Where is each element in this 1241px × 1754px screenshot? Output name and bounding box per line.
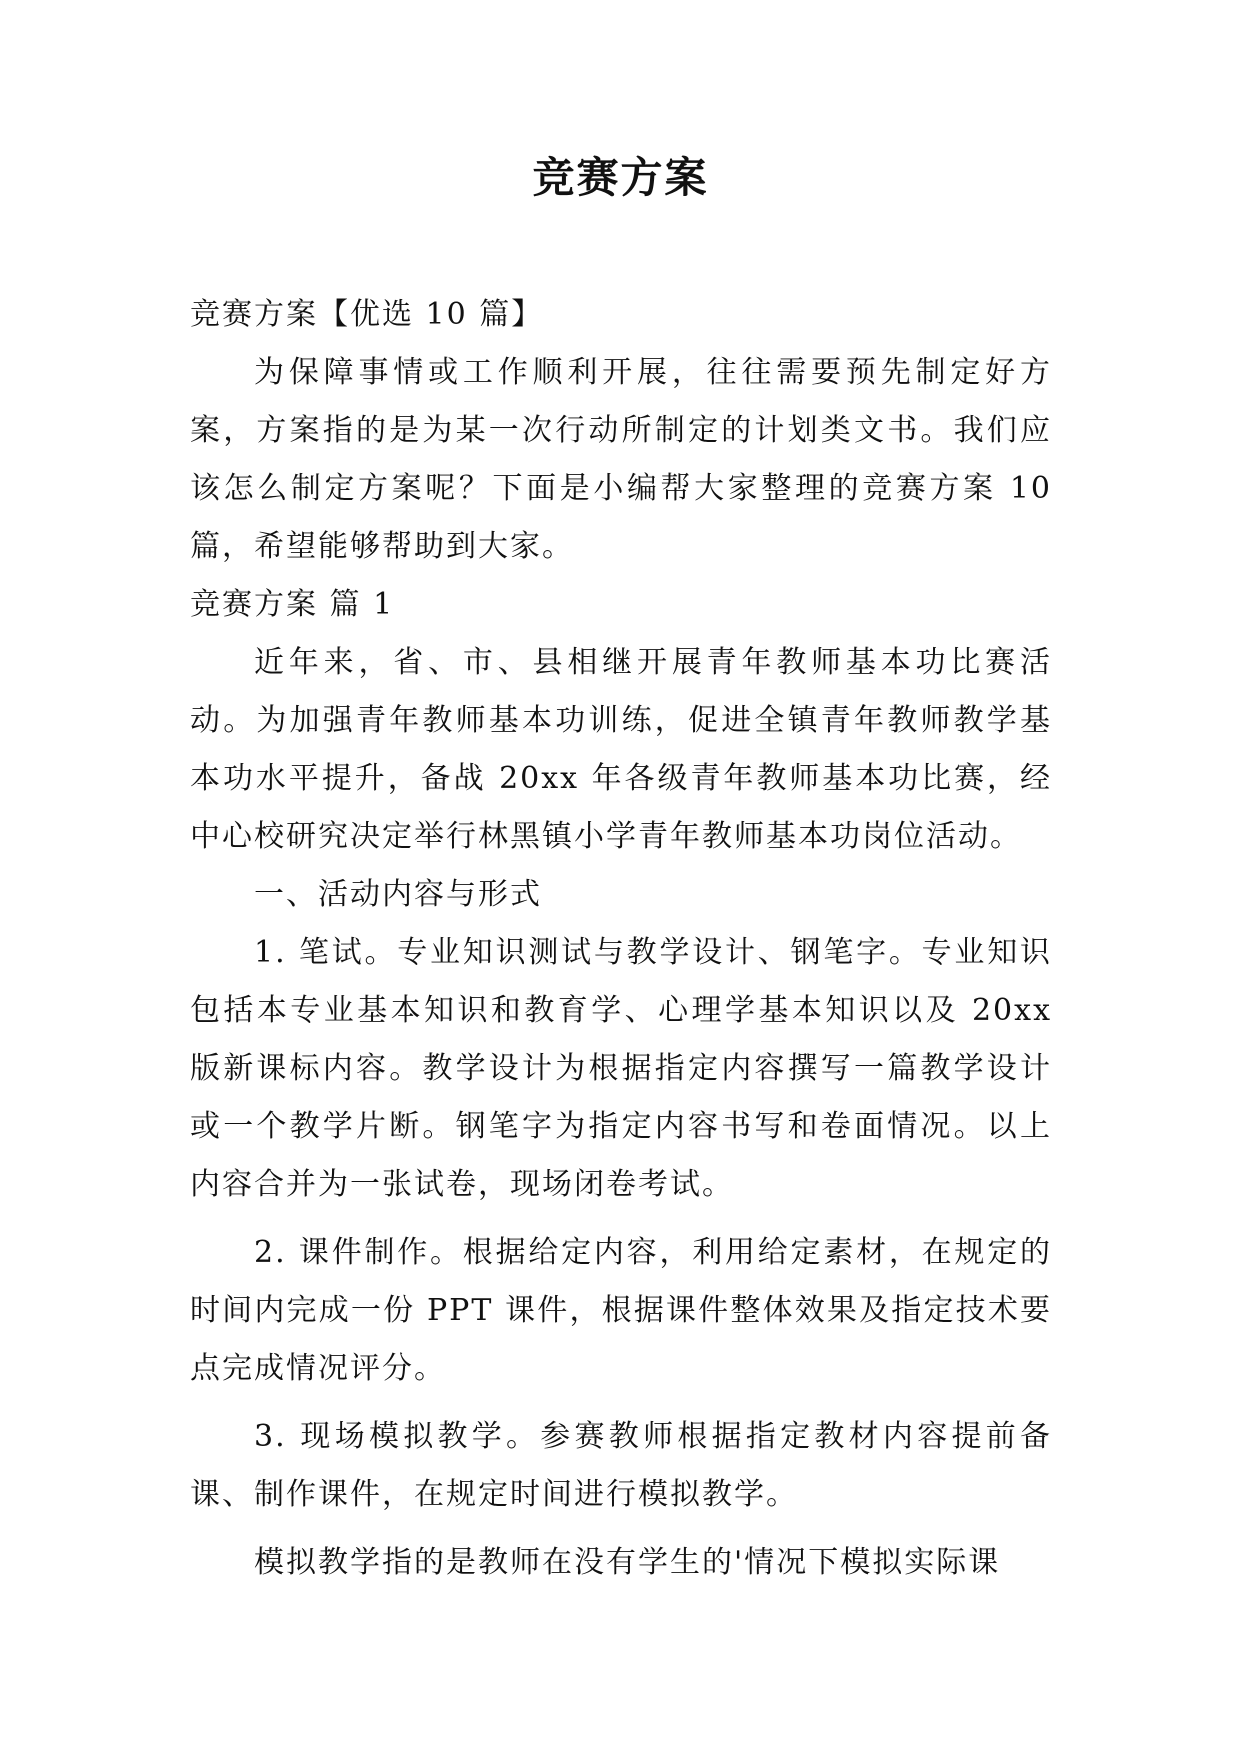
intro-paragraph: 为保障事情或工作顺利开展，往往需要预先制定好方案，方案指的是为某一次行动所制定的计划类文书。我们应该怎么制定方案呢？下面是小编帮大家整理的竞赛方案 10 篇，希望能够帮助到大家。 [190,355,1052,564]
document-title: 竞赛方案 [532,153,709,202]
background-paragraph: 近年来，省、市、县相继开展青年教师基本功比赛活动。为加强青年教师基本功训练，促进全镇青年教师教学基本功水平提升，备战 20xx 年各级青年教师基本功比赛，经中心校研究决定举行林黑镇小学青年教师基本功岗位活动。 [190,645,1052,854]
list-item-written-test: 1. 笔试。专业知识测试与教学设计、钢笔字。专业知识包括本专业基本知识和教育学、心理学基本知识以及 20xx 版新课标内容。教学设计为根据指定内容撰写一篇教学设计或一个教学片断。钢笔字为指定内容书写和卷面情况。以上内容合并为一张试卷，现场闭卷考试。 [190,935,1052,1202]
section-heading: 一、活动内容与形式 [254,877,542,912]
document-body [190,286,1052,1592]
mock-teaching-detail: 模拟教学指的是教师在没有学生的'情况下模拟实际课 [254,1545,1001,1580]
part-heading: 竞赛方案 篇 1 [190,587,395,622]
list-item-mock-teaching: 3. 现场模拟教学。参赛教师根据指定教材内容提前备课、制作课件，在规定时间进行模拟教学。 [190,1419,1052,1512]
list-item-courseware: 2. 课件制作。根据给定内容，利用给定素材，在规定的时间内完成一份 PPT 课件，根据课件整体效果及指定技术要点完成情况评分。 [190,1235,1052,1386]
subtitle-line: 竞赛方案【优选 10 篇】 [190,297,544,332]
